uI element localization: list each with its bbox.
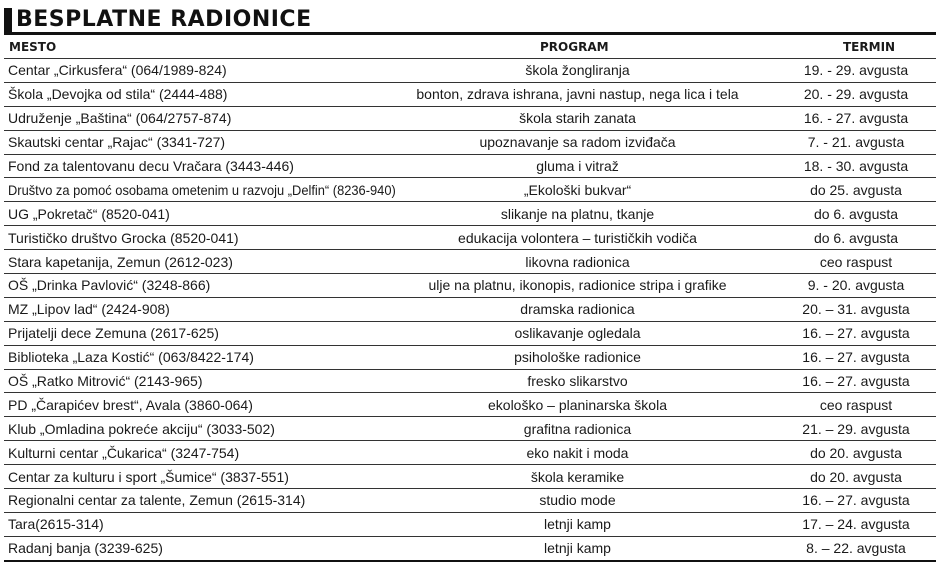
cell-mesto: Tara(2615-314) xyxy=(8,516,104,533)
cell-mesto: PD „Čarapićev brest“, Avala (3860-064) xyxy=(8,396,253,413)
table-row xyxy=(4,178,936,202)
cell-program: škola starih zanata xyxy=(519,110,636,127)
cell-mesto: Stara kapetanija, Zemun (2612-023) xyxy=(8,253,233,270)
cell-program: psihološke radionice xyxy=(514,349,641,366)
cell-program: upoznavanje sa radom izviđača xyxy=(479,134,676,151)
cell-mesto: Regionalni centar za talente, Zemun (2615-314) xyxy=(8,492,306,509)
cell-termin: 21. – 29. avgusta xyxy=(802,420,910,437)
table-row xyxy=(4,107,936,131)
cell-termin: 16. – 27. avgusta xyxy=(802,373,910,390)
title-text: BESPLATNE RADIONICE xyxy=(16,7,312,32)
cell-program: letnji kamp xyxy=(544,540,611,557)
cell-mesto: Društvo za pomoć osobama ometenim u razvoju „Delfin“ (8236-940) xyxy=(8,181,396,198)
cell-program: ekološko – planinarska škola xyxy=(488,396,667,413)
cell-termin: 18. - 30. avgusta xyxy=(803,158,909,174)
table-row xyxy=(4,441,936,465)
table-row xyxy=(4,202,936,226)
cell-termin: 9. - 20. avgusta xyxy=(807,277,905,294)
cell-program: dramska radionica xyxy=(520,301,635,318)
cell-termin: 16. – 27. avgusta xyxy=(802,349,910,366)
cell-program: škola keramike xyxy=(530,468,625,485)
cell-mesto: Klub „Omladina pokreće akciju“ (3033-502) xyxy=(8,420,275,437)
table-row xyxy=(4,346,936,370)
cell-mesto: Kulturni centar „Čukarica“ (3247-754) xyxy=(8,444,240,461)
cell-program: fresko slikarstvo xyxy=(527,373,628,390)
header-program: PROGRAM xyxy=(540,40,609,54)
cell-program: bonton, zdrava ishrana, javni nastup, nega lica i tela xyxy=(416,86,739,103)
table-row xyxy=(4,513,936,537)
cell-mesto: OŠ „Ratko Mitrović“ (2143-965) xyxy=(8,373,203,390)
cell-mesto: Centar „Cirkusfera“ (064/1989-824) xyxy=(8,62,227,79)
cell-termin: 19. - 29. avgusta xyxy=(803,62,909,79)
cell-termin: do 20. avgusta xyxy=(810,468,902,485)
workshop-table xyxy=(4,58,936,562)
cell-termin: do 6. avgusta xyxy=(813,205,899,222)
cell-termin: ceo raspust xyxy=(819,253,893,270)
cell-program: edukacija volontera – turističkih vodiča xyxy=(458,229,697,246)
table-row xyxy=(4,537,936,562)
cell-mesto: Centar za kulturu i sport „Šumice“ (3837-551) xyxy=(8,468,289,485)
cell-termin: 16. - 27. avgusta xyxy=(803,110,909,127)
cell-mesto: Fond za talentovanu decu Vračara (3443-446) xyxy=(8,158,294,174)
cell-program: letnji kamp xyxy=(544,516,611,533)
table-header xyxy=(4,37,936,57)
cell-mesto: Turističko društvo Grocka (8520-041) xyxy=(8,229,239,246)
cell-mesto: MZ „Lipov lad“ (2424-908) xyxy=(8,301,170,318)
table-row xyxy=(4,83,936,107)
cell-termin: do 20. avgusta xyxy=(810,444,902,461)
table-row xyxy=(4,370,936,394)
table-row xyxy=(4,155,936,179)
cell-mesto: Škola „Devojka od stila“ (2444-488) xyxy=(8,86,228,103)
cell-termin: 16. – 27. avgusta xyxy=(802,325,910,342)
cell-termin: 17. – 24. avgusta xyxy=(802,516,910,533)
table-row xyxy=(4,250,936,274)
cell-termin: 8. – 22. avgusta xyxy=(806,540,906,557)
cell-termin: 7. - 21. avgusta xyxy=(807,134,905,151)
cell-program: škola žongliranja xyxy=(525,62,630,79)
table-row xyxy=(4,298,936,322)
title-rule xyxy=(4,32,936,35)
table-row xyxy=(4,465,936,489)
cell-program: gluma i vitraž xyxy=(536,158,619,174)
table-row xyxy=(4,226,936,250)
header-termin: TERMIN xyxy=(843,40,896,54)
cell-mesto: OŠ „Drinka Pavlović“ (3248-866) xyxy=(8,277,211,294)
cell-mesto: Biblioteka „Laza Kostić“ (063/8422-174) xyxy=(8,349,254,366)
table-row xyxy=(4,274,936,298)
cell-program: studio mode xyxy=(539,492,616,509)
cell-program: „Ekološki bukvar“ xyxy=(523,181,632,198)
table-row xyxy=(4,322,936,346)
table-row xyxy=(4,417,936,441)
cell-mesto: Skautski centar „Rajac“ (3341-727) xyxy=(8,134,226,151)
cell-termin: do 25. avgusta xyxy=(810,181,902,198)
cell-termin: 20. - 29. avgusta xyxy=(803,86,909,103)
table-row xyxy=(4,131,936,155)
title-marker xyxy=(4,8,12,32)
cell-termin: 20. – 31. avgusta xyxy=(802,301,910,318)
cell-mesto: Radanj banja (3239-625) xyxy=(8,540,163,557)
table-row xyxy=(4,393,936,417)
page-title xyxy=(4,6,312,34)
cell-program: grafitna radionica xyxy=(523,420,632,437)
table-row xyxy=(4,489,936,513)
cell-mesto: UG „Pokretač“ (8520-041) xyxy=(8,205,170,222)
cell-termin: do 6. avgusta xyxy=(813,229,899,246)
cell-termin: 16. – 27. avgusta xyxy=(802,492,910,509)
cell-program: ulje na platnu, ikonopis, radionice stripa i grafike xyxy=(428,277,727,294)
cell-program: likovna radionica xyxy=(525,253,630,270)
cell-termin: ceo raspust xyxy=(819,396,893,413)
cell-mesto: Udruženje „Baština“ (064/2757-874) xyxy=(8,110,232,127)
table-row xyxy=(4,59,936,83)
cell-program: oslikavanje ogledala xyxy=(514,325,641,342)
cell-program: slikanje na platnu, tkanje xyxy=(500,205,655,222)
cell-mesto: Prijatelji dece Zemuna (2617-625) xyxy=(8,325,219,342)
header-mesto: MESTO xyxy=(9,40,57,54)
cell-program: eko nakit i moda xyxy=(526,444,629,461)
